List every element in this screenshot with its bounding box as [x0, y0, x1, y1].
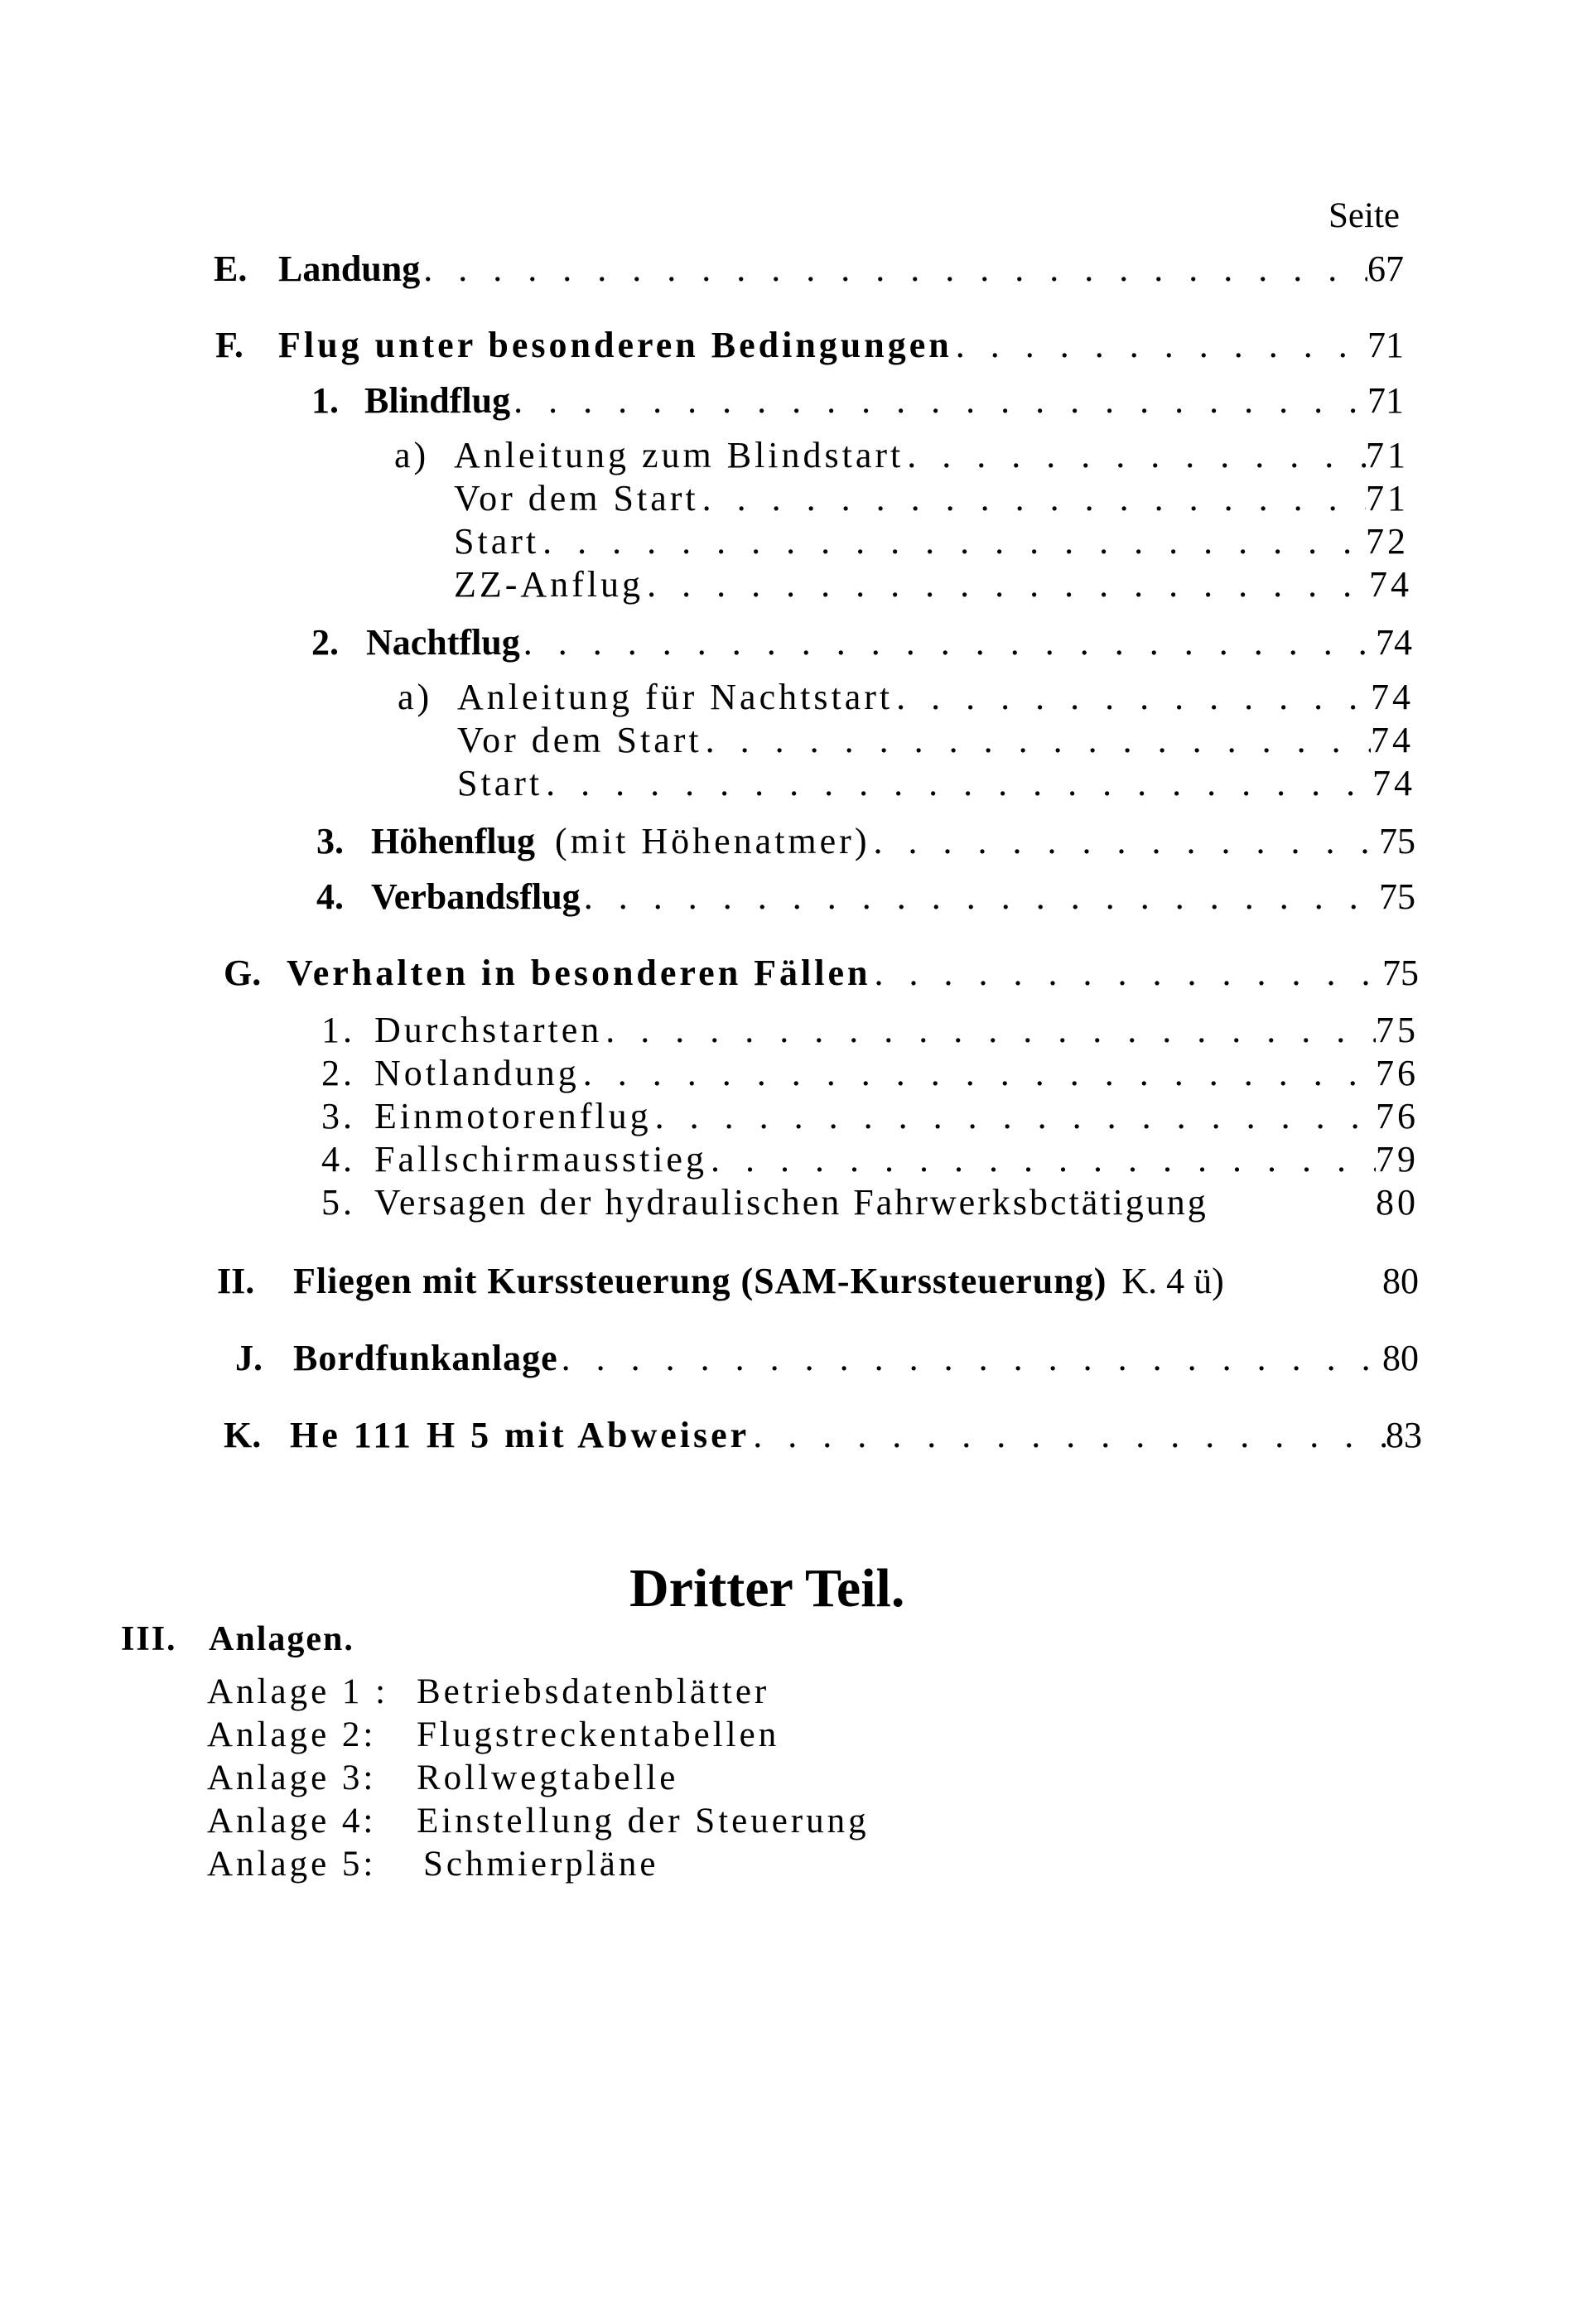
- toc-entry-g5: [321, 1180, 1419, 1226]
- toc-entry-f1a: [394, 432, 1409, 479]
- part-heading: Dritter Teil.: [629, 1558, 905, 1619]
- toc-page: 74: [1376, 622, 1412, 663]
- toc-number: II.: [217, 1261, 255, 1301]
- toc-number: 4.: [316, 876, 344, 917]
- toc-page: 74: [1369, 564, 1412, 605]
- toc-number: G.: [224, 953, 262, 993]
- toc-title-note: K. 4 ü): [1121, 1261, 1224, 1301]
- toc-entry-g4: [321, 1136, 1419, 1183]
- anlage-label: Anlage 2:: [207, 1715, 377, 1754]
- toc-entry-f2a-vor-dem-start: [457, 717, 1414, 764]
- leader-dots: [542, 760, 1372, 807]
- leader-dots: [750, 1412, 1386, 1459]
- toc-page: 71: [1366, 435, 1409, 475]
- toc-page: 76: [1376, 1053, 1419, 1093]
- leader-dots: [510, 378, 1367, 424]
- toc-entry-f3: [316, 818, 1415, 865]
- toc-number: 3.: [321, 1096, 355, 1136]
- toc-page: 74: [1371, 677, 1414, 717]
- toc-title: Versagen der hydraulischen Fahrwerksbctätigung: [374, 1182, 1208, 1223]
- toc-entry-f2: [311, 620, 1412, 666]
- section-title: Anlagen.: [209, 1620, 354, 1658]
- toc-number: K.: [224, 1415, 262, 1455]
- toc-entry-g: [224, 950, 1419, 996]
- leader-dots: [707, 1136, 1376, 1183]
- toc-page: 80: [1382, 1261, 1419, 1301]
- toc-title: Durchstarten: [374, 1010, 603, 1050]
- leader-dots: [539, 519, 1366, 565]
- toc-page: 71: [1366, 478, 1409, 519]
- toc-title: Verbandsflug: [371, 876, 581, 917]
- toc-title: Start: [457, 763, 543, 803]
- section-number: III.: [121, 1620, 177, 1658]
- toc-title: ZZ-Anflug: [454, 564, 644, 605]
- toc-number: J.: [235, 1338, 263, 1378]
- toc-title: Anleitung für Nachtstart: [457, 677, 894, 717]
- toc-number: a): [394, 435, 430, 475]
- toc-entry-e: [214, 246, 1404, 292]
- anlage-label: Anlage 3:: [207, 1759, 377, 1797]
- toc-entry-g3: [321, 1093, 1419, 1140]
- toc-page: 72: [1366, 521, 1409, 562]
- toc-entry-f2a: [398, 674, 1414, 721]
- anlage-label: Anlage 5:: [207, 1845, 377, 1884]
- anlage-title: Schmierpläne: [423, 1845, 659, 1884]
- toc-title: Einmotorenflug: [374, 1096, 652, 1136]
- toc-title: Vor dem Start: [457, 720, 702, 760]
- anlage-item: [207, 1672, 769, 1712]
- leader-dots: [520, 620, 1376, 666]
- toc-page: 75: [1382, 953, 1419, 993]
- toc-number: 2.: [321, 1053, 355, 1093]
- toc-entry-f1a-vor-dem-start: [454, 475, 1409, 522]
- toc-entry-h: [217, 1258, 1419, 1305]
- leader-dots: [652, 1093, 1376, 1140]
- toc-number: 5.: [321, 1182, 355, 1223]
- leader-dots: [581, 874, 1379, 920]
- toc-title: Notlandung: [374, 1053, 580, 1093]
- toc-number: 4.: [321, 1139, 355, 1180]
- toc-title: Nachtflug: [366, 622, 520, 663]
- leader-dots: [580, 1050, 1376, 1097]
- toc-number: 1.: [321, 1010, 355, 1050]
- toc-page: 80: [1376, 1182, 1419, 1223]
- section-heading: [121, 1619, 354, 1659]
- anlage-item: [207, 1801, 870, 1841]
- toc-entry-f1: [311, 378, 1404, 424]
- leader-dots: [893, 674, 1371, 721]
- toc-entry-f4: [316, 874, 1415, 920]
- toc-title: Vor dem Start: [454, 478, 699, 519]
- anlage-item: [207, 1844, 658, 1884]
- toc-entry-g2: [321, 1050, 1419, 1097]
- leader-dots: [602, 1007, 1376, 1054]
- toc-number: 3.: [316, 821, 344, 861]
- leader-dots: [904, 432, 1366, 479]
- toc-page: 83: [1386, 1415, 1422, 1455]
- toc-title: Fallschirmausstieg: [374, 1139, 707, 1180]
- toc-entry-f1a-start: [454, 519, 1409, 565]
- toc-page: 76: [1376, 1096, 1419, 1136]
- toc-number: E.: [214, 248, 248, 289]
- anlage-label: Anlage 1 :: [207, 1672, 389, 1711]
- leader-dots: [952, 322, 1367, 369]
- toc-entry-f: [215, 322, 1404, 369]
- toc-title: Anleitung zum Blindstart: [454, 435, 904, 475]
- toc-page: 74: [1372, 763, 1415, 803]
- leader-dots: [699, 475, 1366, 522]
- toc-page: 80: [1382, 1338, 1419, 1378]
- leader-dots: [420, 246, 1367, 292]
- toc-page: 75: [1379, 876, 1415, 917]
- anlage-title: Flugstreckentabellen: [417, 1715, 780, 1754]
- toc-page: 67: [1367, 248, 1404, 289]
- anlage-item: [207, 1758, 678, 1798]
- toc-title-note: (mit Höhenatmer): [555, 821, 870, 861]
- toc-title: Start: [454, 521, 540, 562]
- toc-number: 1.: [311, 380, 339, 421]
- toc-number: 2.: [311, 622, 339, 663]
- toc-entry-f2a-start: [457, 760, 1415, 807]
- toc-entry-g1: [321, 1007, 1419, 1054]
- toc-title: Verhalten in besonderen Fällen: [287, 953, 871, 993]
- leader-dots: [644, 562, 1369, 608]
- toc-page: 71: [1367, 380, 1404, 421]
- toc-page: 75: [1376, 1010, 1419, 1050]
- toc-title: Bordfunkanlage: [293, 1338, 558, 1378]
- toc-title: He 111 H 5 mit Abweiser: [290, 1415, 750, 1455]
- toc-title: Landung: [278, 248, 421, 289]
- toc-entry-j: [235, 1335, 1419, 1382]
- toc-number: a): [398, 677, 433, 717]
- toc-entry-k: [224, 1412, 1422, 1459]
- toc-page: 71: [1367, 325, 1404, 365]
- toc-page: 74: [1371, 720, 1414, 760]
- anlage-title: Betriebsdatenblätter: [417, 1672, 770, 1711]
- anlage-label: Anlage 4:: [207, 1802, 377, 1841]
- toc-entry-f1a-zz-anflug: [454, 562, 1412, 608]
- toc-title: Höhenflug: [371, 821, 536, 861]
- leader-dots: [870, 818, 1380, 865]
- leader-dots: [702, 717, 1371, 764]
- toc-title: Fliegen mit Kurssteuerung (SAM-Kurssteuerung): [293, 1261, 1107, 1301]
- anlage-title: Einstellung der Steuerung: [417, 1802, 870, 1841]
- toc-title: Blindflug: [364, 380, 511, 421]
- anlage-title: Rollwegtabelle: [417, 1759, 679, 1797]
- toc-page: 79: [1376, 1139, 1419, 1180]
- toc-number: F.: [215, 325, 243, 365]
- seite-column-label: Seite: [1328, 196, 1400, 235]
- leader-dots: [558, 1335, 1382, 1382]
- leader-dots: [871, 950, 1383, 996]
- anlage-item: [207, 1715, 779, 1755]
- toc-title: Flug unter besonderen Bedingungen: [278, 325, 952, 365]
- toc-page: 75: [1379, 821, 1415, 861]
